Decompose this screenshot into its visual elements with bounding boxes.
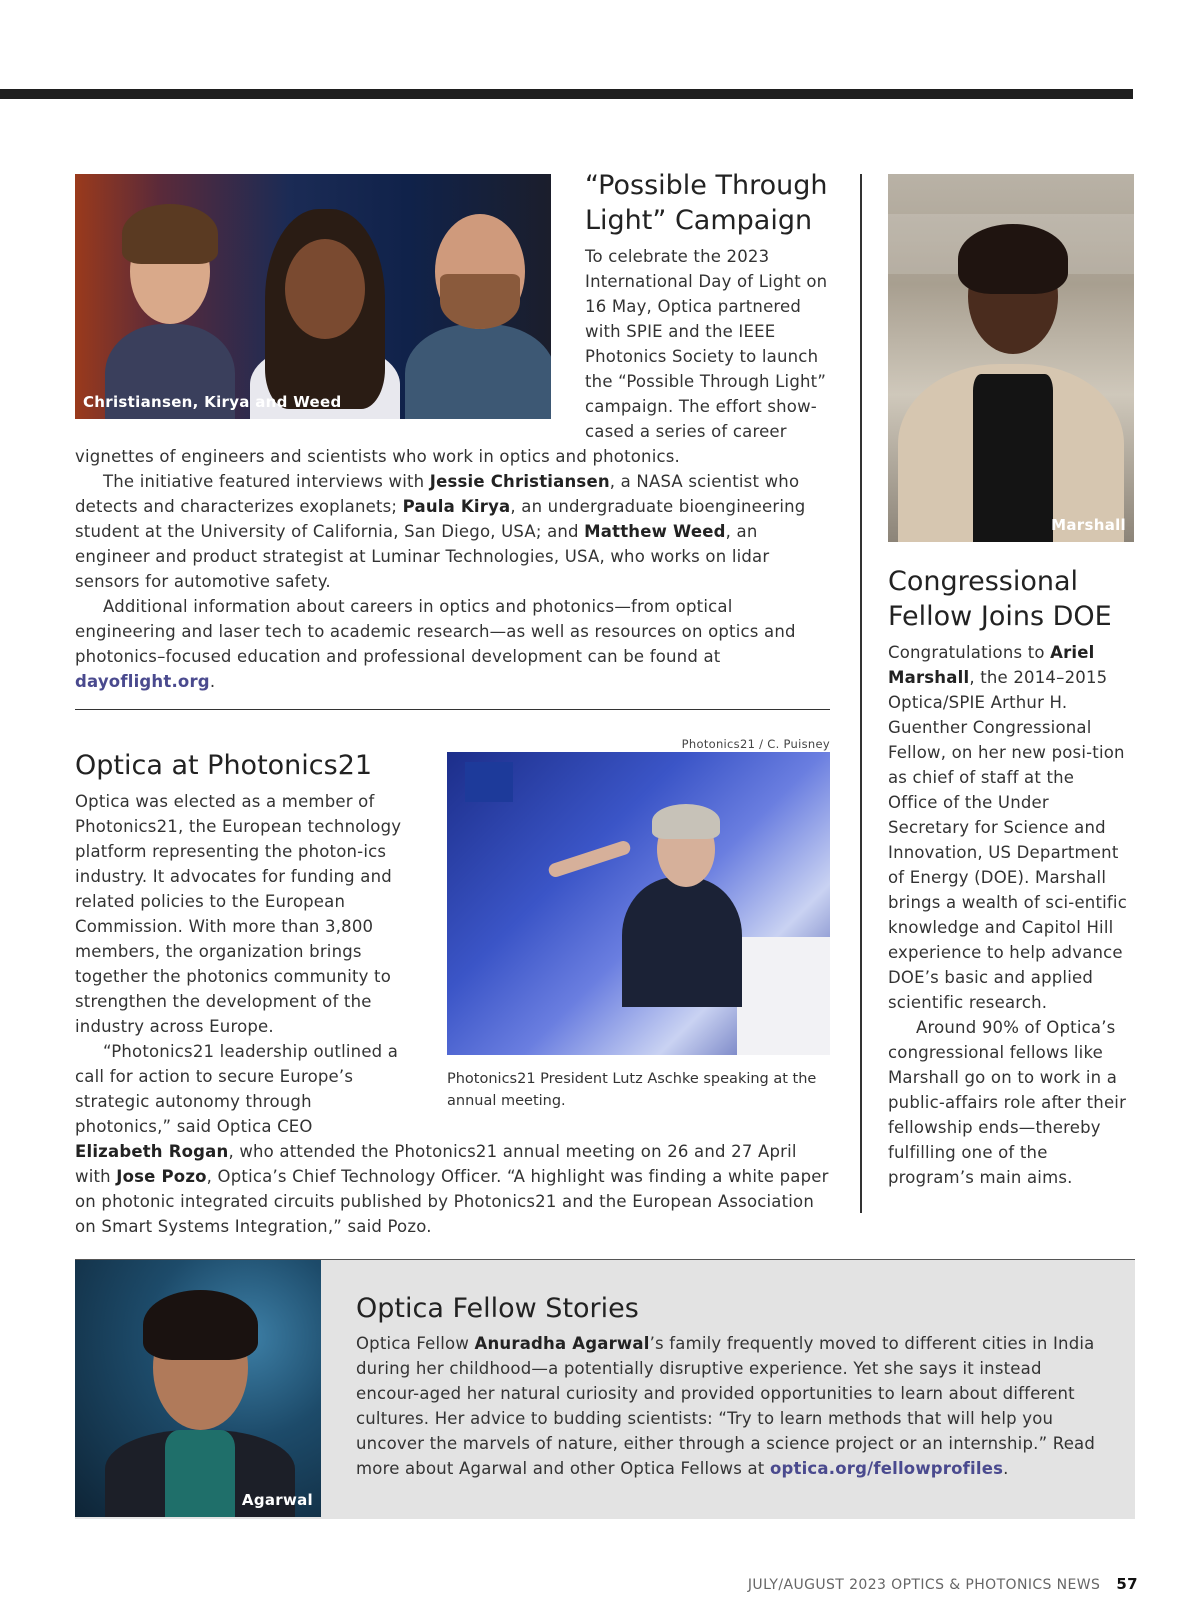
campaign-paragraph-1: To celebrate the 2023 International Day of Light on 16 May, Optica partnered with SPIE and the IEEE Photonics Society to launch the “Possible Through Light” campaign. The effort show-cased a series of career vignettes of engineers and scientists who work in optics and photonics.	[75, 247, 828, 466]
person-name: Paula Kirya	[402, 497, 511, 516]
column-divider	[860, 174, 862, 1213]
doe-title	[888, 564, 1138, 634]
photonics21-paragraph-1: Optica was elected as a member of Photonics21, the European technology platform representing the photon-ics industry. It advocates for funding and related policies to the European Commission. With more than 3,800 members, the organization brings together the photonics community to strengthen the development of the industry across Europe.	[75, 792, 402, 1036]
person-name: Ariel Marshall	[888, 643, 1095, 687]
page-number: 57	[1116, 1575, 1138, 1593]
doe-title-line1: Congressional	[888, 566, 1079, 597]
doe-paragraph-2: Around 90% of Optica’s congressional fellows like Marshall go on to work in a public-affairs role after their fellowship ends—thereby fulfilling one of the program’s main aims.	[888, 1018, 1127, 1187]
photonics21-title: Optica at Photonics21	[75, 750, 373, 781]
person-name: Jose Pozo	[116, 1167, 207, 1186]
float-spacer	[402, 789, 830, 1124]
photonics21-paragraph-2: “Photonics21 leadership outlined a call for action to secure Europe’s strategic autonomy through photonics,” said Optica CEO Elizabeth Rogan, who attended the Photonics21 annual meeting on 26 and 27 April with Jose Pozo, Optica’s Chief Technology Officer. “A highlight was finding a white paper on photonic integrated circuits published by Photonics21 and the European Association on Smart Systems Integration,” said Pozo.	[75, 1042, 829, 1236]
photonics21-photo-caption: Photonics21 President Lutz Aschke speaking at the annual meeting.	[447, 1071, 817, 1109]
person-name: Matthew Weed	[584, 522, 726, 541]
float-spacer	[75, 244, 585, 444]
agarwal-photo	[75, 1260, 321, 1517]
campaign-paragraph-3: Additional information about careers in optics and photonics—from optical engineering and laser tech to academic research—as well as resources on optics and photonics–focused education and professional development can be found at dayoflight.org.	[75, 597, 796, 691]
person-name: Anuradha Agarwal	[474, 1334, 650, 1353]
top-rule	[0, 89, 1133, 99]
photo-credit: Photonics21 / C. Puisney	[681, 737, 830, 751]
marshall-photo	[888, 174, 1134, 542]
fellowprofiles-link[interactable]: optica.org/fellowprofiles	[769, 1459, 1004, 1478]
person-name: Elizabeth Rogan	[75, 1142, 229, 1161]
campaign-article	[75, 244, 830, 694]
fellow-stories-paragraph: Optica Fellow Anuradha Agarwal’s family frequently moved to different cities in India during her childhood—a potentially disruptive experience. Yet she says it instead encour-aged her natural curiosity and provided opportunities to learn about different cultures. Her advice to budding scientists: “Try to learn methods that will help you uncover the marvels of nature, either through a science project or an internship.” Read more about Agarwal and other Optica Fellows at optica.org/fellowprofiles.	[356, 1334, 1096, 1478]
photonics21-article	[75, 789, 830, 1239]
campaign-title-line1: “Possible Through	[585, 170, 828, 201]
dayoflight-link[interactable]: dayoflight.org	[75, 672, 210, 691]
fellow-stories-title: Optica Fellow Stories	[356, 1293, 639, 1324]
doe-paragraph-1: Congratulations to Ariel Marshall, the 2014–2015 Optica/SPIE Arthur H. Guenther Congressional Fellow, on her new posi-tion as chief of staff at the Office of the Under Secretary for Science and Innovation, US Department of Energy (DOE). Marshall brings a wealth of sci-entific knowledge and Capitol Hill experience to help advance DOE’s basic and applied scientific research.	[888, 643, 1127, 1012]
issue-label: JULY/AUGUST 2023 OPTICS & PHOTONICS NEWS	[747, 1577, 1101, 1593]
agarwal-photo-caption: Agarwal	[241, 1491, 313, 1509]
campaign-paragraph-2: The initiative featured interviews with Jessie Christiansen, a NASA scientist who detects and characterizes exoplanets; Paula Kirya, an undergraduate bioengineering student at the University of California, San Diego, USA; and Matthew Weed, an engineer and product strategist at Luminar Technologies, USA, who works on lidar sensors for automotive safety.	[75, 472, 806, 591]
campaign-photo-caption: Christiansen, Kirya and Weed	[83, 393, 342, 411]
section-divider	[75, 709, 830, 710]
campaign-title-line2: Light” Campaign	[585, 205, 813, 236]
page-footer	[748, 1575, 1138, 1593]
doe-article	[888, 640, 1128, 1190]
campaign-title	[585, 168, 835, 238]
fellow-stories-text	[356, 1331, 1101, 1481]
person-name: Jessie Christiansen	[429, 472, 610, 491]
marshall-photo-caption: Marshall	[1051, 516, 1126, 534]
doe-title-line2: Fellow Joins DOE	[888, 601, 1112, 632]
